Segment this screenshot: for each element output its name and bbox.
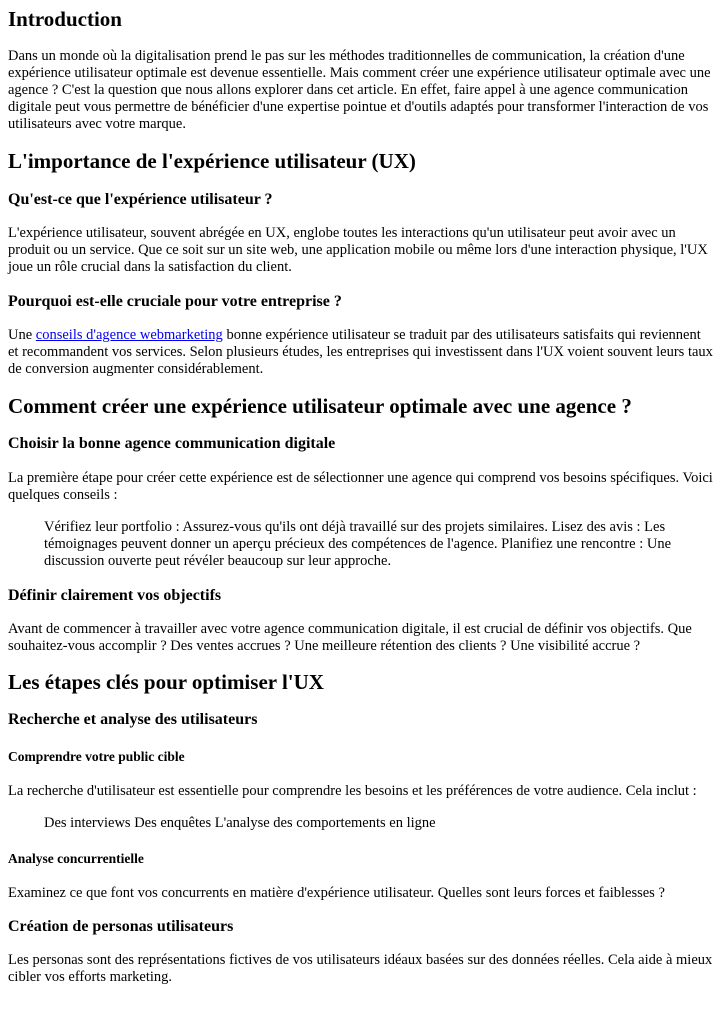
research-methods-quote: Des interviews Des enquêtes L'analyse des comportements en ligne [44, 815, 436, 831]
why-ux-heading: Pourquoi est-elle cruciale pour votre entreprise ? [8, 293, 342, 310]
intro-heading: Introduction [8, 7, 122, 31]
personas-paragraph: Les personas sont des représentations fictives de vos utilisateurs idéaux basées sur des données réelles. Cela aide à mieux cibler vos efforts marketing. [8, 952, 713, 985]
choose-agency-paragraph: La première étape pour créer cette expérience est de sélectionner une agence qui comprend vos besoins spécifiques. Voici quelques conseils : [8, 470, 713, 503]
what-is-ux-heading: Qu'est-ce que l'expérience utilisateur ? [8, 191, 273, 208]
research-heading: Recherche et analyse des utilisateurs [8, 711, 258, 728]
competition-heading: Analyse concurrentielle [8, 851, 144, 866]
why-ux-paragraph [8, 327, 714, 378]
why-ux-text-before: Une [8, 327, 36, 343]
agency-advice-link[interactable]: conseils d'agence webmarketing [35, 327, 223, 343]
how-to-heading: Comment créer une expérience utilisateur optimale avec une agence ? [8, 394, 632, 418]
audience-heading: Comprendre votre public cible [8, 749, 185, 764]
objectives-paragraph: Avant de commencer à travailler avec votre agence communication digitale, il est crucial de définir vos objectifs. Que souhaitez-vous accomplir ? Des ventes accrues ? Une meilleure rétention des clients ? Une visibilité accrue ? [8, 621, 692, 654]
objectives-heading: Définir clairement vos objectifs [8, 587, 222, 604]
agency-tips-quote: Vérifiez leur portfolio : Assurez-vous qu'ils ont déjà travaillé sur des projets similaires. Lisez des avis : Les témoignages peuvent donner un aperçu précieux des compétences de l'agence. Planifiez une rencontre : Une discussion ouverte peut révéler beaucoup sur leur approche. [44, 519, 672, 569]
choose-agency-heading: Choisir la bonne agence communication digitale [8, 435, 336, 452]
personas-heading: Création de personas utilisateurs [8, 918, 234, 935]
why-ux-text-after: bonne expérience utilisateur se traduit par des utilisateurs satisfaits qui reviennent et recommandent vos services. Selon plusieurs études, les entreprises qui investissent dans l'UX voient souvent leurs taux de conversion augmenter considérablement. [8, 327, 713, 377]
ux-importance-heading: L'importance de l'expérience utilisateur (UX) [8, 149, 416, 173]
steps-heading: Les étapes clés pour optimiser l'UX [8, 670, 324, 694]
intro-paragraph: Dans un monde où la digitalisation prend le pas sur les méthodes traditionnelles de communication, la création d'une expérience utilisateur optimale est devenue essentielle. Mais comment créer une expérience utilisateur optimale avec une agence ? C'est la question que nous allons explorer dans cet article. En effet, faire appel à une agence communication digitale peut vous permettre de bénéficier d'une expertise pointue et d'outils adaptés pour transformer l'interaction de vos utilisateurs avec votre marque. [8, 48, 711, 132]
what-is-ux-paragraph: L'expérience utilisateur, souvent abrégée en UX, englobe toutes les interactions qu'un utilisateur peut avoir avec un produit ou un service. Que ce soit sur un site web, une application mobile ou même lors d'une interaction physique, l'UX joue un rôle crucial dans la satisfaction du client. [8, 225, 708, 275]
article [0, 6, 720, 986]
competition-paragraph: Examinez ce que font vos concurrents en matière d'expérience utilisateur. Quelles sont leurs forces et faiblesses ? [8, 885, 665, 901]
audience-paragraph: La recherche d'utilisateur est essentielle pour comprendre les besoins et les préférences de votre audience. Cela inclut : [8, 783, 697, 799]
